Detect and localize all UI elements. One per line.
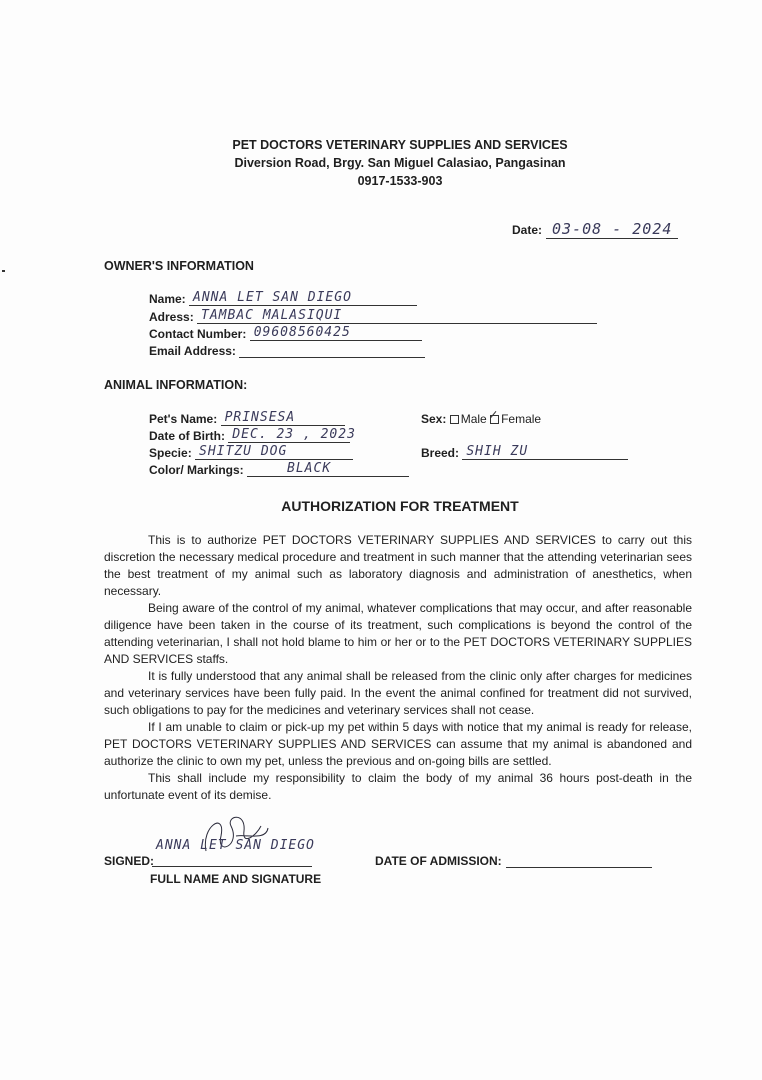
specie-label: Specie: xyxy=(149,446,192,460)
specie-field xyxy=(149,445,353,460)
color-value: BLACK xyxy=(287,461,332,476)
male-checkbox[interactable] xyxy=(450,415,459,424)
clinic-address: Diversion Road, Brgy. San Miguel Calasiao, Pangasinan xyxy=(234,156,566,170)
female-label: Female xyxy=(501,412,542,426)
paragraph: This is to authorize PET DOCTORS VETERINARY SUPPLIES AND SERVICES to carry out this discretion the necessary medical procedure and treatment in such manner that the attending veterinarian sees the best treatment of my animal such as laboratory diagnosis and administration of anesthetics, when necessary. xyxy=(104,533,692,598)
paragraph: This shall include my responsibility to claim the body of my animal 36 hours post-death in the unfortunate event of its demise. xyxy=(104,771,692,802)
pet-name-label: Pet's Name: xyxy=(149,412,218,426)
breed-field xyxy=(421,445,628,460)
sex-field xyxy=(421,412,541,426)
date-field xyxy=(512,220,678,239)
owner-address-field xyxy=(149,309,597,324)
signer-name: ANNA LET SAN DIEGO xyxy=(156,838,315,853)
owner-contact-label: Contact Number: xyxy=(149,327,247,341)
authorization-title: AUTHORIZATION FOR TREATMENT xyxy=(281,498,519,514)
date-of-admission-line[interactable] xyxy=(506,855,652,868)
pet-name-field xyxy=(149,411,345,426)
signature-line xyxy=(152,866,312,867)
pet-name-value: PRINSESA xyxy=(224,410,296,425)
date-of-admission-label: DATE OF ADMISSION: xyxy=(375,854,502,868)
breed-value: SHIH ZU xyxy=(466,444,529,459)
authorization-body xyxy=(104,532,692,804)
date-value: 03-08 - 2024 xyxy=(546,220,678,239)
dob-label: Date of Birth: xyxy=(149,429,225,443)
color-label: Color/ Markings: xyxy=(149,463,244,477)
clinic-header xyxy=(0,136,762,190)
owner-contact-field xyxy=(149,326,422,341)
breed-label: Breed: xyxy=(421,446,460,460)
signature-scribble xyxy=(196,806,276,866)
owner-name-label: Name: xyxy=(149,292,186,306)
signature-caption: FULL NAME AND SIGNATURE xyxy=(150,872,322,886)
owner-address-value: TAMBAC MALASIQUI xyxy=(201,308,343,323)
date-label: Date: xyxy=(512,223,543,237)
clinic-phone: 0917-1533-903 xyxy=(357,174,443,188)
color-field xyxy=(149,462,409,477)
scan-mark xyxy=(2,270,5,272)
specie-value: SHITZU DOG xyxy=(199,444,288,459)
dob-field xyxy=(149,427,356,443)
owner-contact-value: 09608560425 xyxy=(253,325,351,340)
owner-section-title: OWNER'S INFORMATION xyxy=(104,259,254,273)
owner-name-value: ANNA LET SAN DIEGO xyxy=(193,290,352,305)
owner-name-field xyxy=(149,291,417,306)
animal-section-title: ANIMAL INFORMATION: xyxy=(104,378,248,392)
signed-label: SIGNED: xyxy=(104,854,155,868)
paragraph: If I am unable to claim or pick-up my pet within 5 days with notice that my animal is ready for release, PET DOCTORS VETERINARY SUPPLIES AND SERVICES can assume that my animal is abandoned and authorize the clinic to own my pet, unless the previous and on-going bills are settled. xyxy=(104,720,692,768)
paragraph: Being aware of the control of my animal, whatever complications that may occur, and after reasonable diligence have been taken in the course of its treatment, such complications is beyond the control of the attending veterinarian, I shall not hold blame to him or her or to the PET DOCTORS VETERINARY SUPPLIES AND SERVICES staffs. xyxy=(104,601,692,666)
female-checkbox-checked[interactable] xyxy=(490,415,499,424)
owner-address-label: Adress: xyxy=(149,310,194,324)
male-label: Male xyxy=(460,412,487,426)
clinic-name: PET DOCTORS VETERINARY SUPPLIES AND SERVICES xyxy=(232,138,568,152)
date-of-admission-field xyxy=(375,854,652,868)
paragraph: It is fully understood that any animal shall be released from the clinic only after charges for medicines and veterinary services have been fully paid. In the event the animal confined for treatment did not survived, such obligations to pay for the medicines and veterinary services shall not cease. xyxy=(104,669,692,717)
owner-email-field xyxy=(149,343,425,358)
sex-label: Sex: xyxy=(421,412,447,426)
owner-email-label: Email Address: xyxy=(149,344,236,358)
dob-value: DEC. 23 , 2023 xyxy=(232,427,356,442)
